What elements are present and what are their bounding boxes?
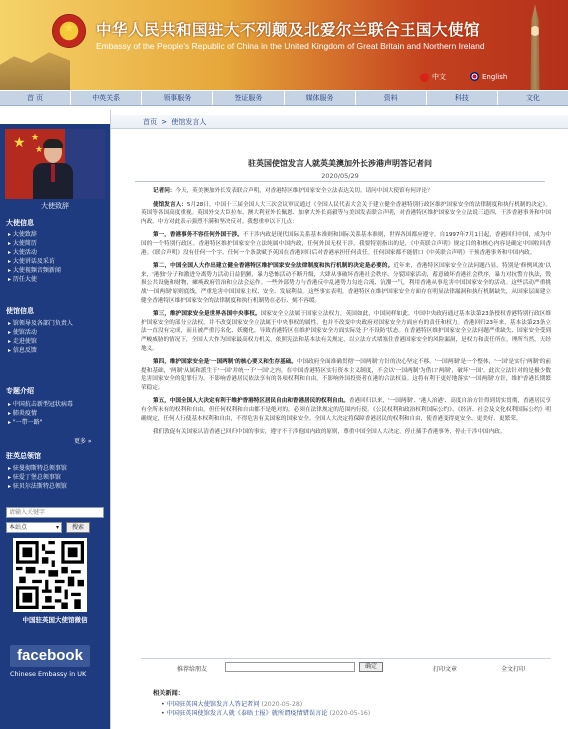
sidebar-item-covid-cont[interactable]: ▸ 肺炎疫情 <box>8 409 73 418</box>
article-paragraph <box>141 187 551 196</box>
nav-item-culture[interactable]: 文化 <box>525 94 540 102</box>
related-news-link[interactable]: 中国驻英国使馆发言人就《泰晤士报》就所谓疫情错误言论 <box>166 710 328 717</box>
paragraph-text: 近年来，香港特区国家安全立法问题凸显，特别是'修例风波'以来，'港独'分子和激进分离势力活动日益猖獗，暴力恐怖活动不断升级，大肆从事破坏香港社会秩序、分裂国家活动，蓄意破坏香港社会秩序，暴力对抗警方执法，毁损公共设施和财物，瘫痪政府管治和立法会运作。一些外部势力与香港反中乱港势力勾连合流、沆瀣一气，利用香港从事危害中国国家安全的活动。这些活动严重挑战'一国两制'原则底线，严重危害中国国家主权、安全、发展利益。这些事实表明，香港特区在维护国家安全方面存在明显法律漏洞和执行机制缺失，从国家层面建立健全香港特区维护国家安全的法律制度和执行机制势在必行、刻不容缓。 <box>141 263 551 304</box>
search-input[interactable] <box>6 507 104 518</box>
paragraph-text: 5月28日，中国十三届全国人大三次会议审议通过《全国人民代表大会关于建立健全香港特别行政区维护国家安全的法律制度和执行机制的决定》。英国等各国高度重视。英国外交大臣拉布、澳大利亚外长佩恩、加拿大外长商毅等与美国发表联合声明，对香港特区维护国家安全立法说三道四，干涉香港事务和中国内政。中方对此表示强烈不满和坚决反对。我想重申以下几点： <box>141 201 551 225</box>
site-title-cn: 中华人民共和国驻大不列颠及北爱尔兰联合王国大使馆 <box>96 20 481 39</box>
paragraph-text: 香港回归以来，'一国两制'、'港人治港'、高度自治方针得到切实贯彻，香港居民享有全所未有的权利和自由。但任何权利和自由都不是绝对的，必须在法律规定的范围内行使。《公民权利和政治权利国际公约》、《经济、社会及文化权利国际公约》明确规定，任何人行使基本权利和自由，不得危害有关国家的国家安全。全国人大决定将保障香港居民的权利和自由，使香港变得更安全、更美好、更繁荣。 <box>141 398 551 422</box>
main-content <box>110 110 568 729</box>
site-header <box>0 0 568 90</box>
related-news-link[interactable]: 中国驻英国大使馆发言人答记者问 <box>166 701 260 708</box>
related-news-date: (2020-05-28) <box>261 701 303 708</box>
related-news-item[interactable] <box>161 700 553 709</box>
breadcrumb <box>111 115 568 129</box>
language-chinese-label: 中文 <box>432 73 446 81</box>
breadcrumb-home[interactable]: 首页 <box>143 118 157 126</box>
paragraph-lead: 第五，中国全国人大决定有利于维护香港特区居民自由和香港居民的权利自由。 <box>153 398 349 405</box>
search-button[interactable]: 搜索 <box>66 522 90 533</box>
nav-item-home[interactable]: 首 页 <box>0 91 71 105</box>
language-chinese-link[interactable] <box>420 72 446 82</box>
ambassador-section-title: 大使信息 <box>6 219 34 227</box>
qr-code-icon <box>16 541 84 609</box>
nav-item-relations[interactable]: 中英关系 <box>71 91 142 105</box>
ambassador-caption[interactable]: 大使致辞 <box>41 202 69 210</box>
search-scope-select[interactable]: 本站点 ▾ <box>6 522 62 533</box>
language-english-label: English <box>482 72 508 81</box>
sidebar-item-embassy-activities[interactable]: ▸ 使馆活动 <box>8 328 73 337</box>
article-paragraph <box>141 262 551 305</box>
ambassador-figure <box>33 139 73 199</box>
flag-star-icon: ★ <box>13 135 26 151</box>
consulates-section-list <box>8 464 67 491</box>
sidebar-item-belt-road[interactable]: ▸ "一带一路" <box>8 418 73 427</box>
topics-more-link[interactable]: 更多 » <box>74 436 92 445</box>
share-confirm-button[interactable]: 确定 <box>359 662 383 672</box>
big-ben-graphic <box>526 4 544 90</box>
article-title: 驻英国使馆发言人就英美澳加外长涉港声明答记者问 <box>248 159 432 168</box>
facebook-link[interactable]: facebook <box>10 645 90 667</box>
share-label: 推荐给朋友 <box>177 666 208 673</box>
sidebar-item-visit-embassy[interactable]: ▸ 走进使馆 <box>8 337 73 346</box>
article-paragraph <box>141 310 551 353</box>
sidebar-item-edinburgh[interactable]: ▸ 驻爱丁堡总领事馆 <box>8 473 67 482</box>
ambassador-photo[interactable] <box>5 129 105 199</box>
sidebar-item-feedback[interactable]: ▸ 信息反馈 <box>8 346 73 355</box>
great-wall-graphic <box>0 48 70 90</box>
paragraph-text: 我们敦促有关国家认清香港已回归中国的事实，遵守不干涉他国内政的原则，尊重中国全国人大决定，停止插手香港事务，停止干涉中国内政。 <box>153 429 506 436</box>
sidebar-item-ambassador-interviews[interactable]: ▸ 大使讲话及采访 <box>8 257 61 266</box>
paragraph-text: 国家安全立法属于国家立法权力，英国如此，中国同样如此。中国中央政府通过基本法第23条授权香港特别行政区维护国家安全的部分立法权，并不改变国家安全立法属于中央事权的属性，也并不改变中央政府对国家安全方面应有的责任和权力。香港回归23年来，基本法第23条立法一直没有完成，而且被严重污名化、妖魔化，导致香港特区在维护国家安全方面实际处于'不设防'状态。在香港特区维护国家安全立法问题严重缺失、国家安全受到严峻威胁的情况下，全国人大作为国家最高权力机关，依照宪法和基本法有关规定，以立法方式堵塞住香港国家安全的风险漏洞，是权力和责任所在，理所当然，天经地义。 <box>141 311 551 352</box>
sidebar-item-belfast[interactable]: ▸ 驻贝尔法斯特总领馆 <box>8 482 67 491</box>
paragraph-lead: 使馆发言人： <box>153 201 187 208</box>
ambassador-section-list <box>8 230 61 284</box>
topics-section-title: 专题介绍 <box>6 387 34 395</box>
facebook-caption: Chinese Embassy in UK <box>10 670 87 678</box>
topics-section-list <box>8 400 73 427</box>
article-paragraph <box>141 201 551 227</box>
paragraph-lead: 第四，维护国家安全是'一国两制'的核心要义和生存基础。 <box>153 359 297 366</box>
paragraph-text: 不干涉内政是现代国际关系基本准则和国际关系基本准则，世界各国都应遵守。自1997年7月1日起，香港回归中国，成为中国的一个特别行政区。香港特区维护国家安全立法纯属中国内政，任何外国无权干涉。我要特别指出的是，《中英联合声明》规定目的和核心内容是确定中国收回香港。《联合声明》没有任何一个字、任何一个条款赋予英国在香港回归后对香港承担任何责任。任何国家都不能借口《中英联合声明》干预香港事务和中国内政。 <box>141 232 551 256</box>
related-news-title: 相关新闻： <box>153 690 184 697</box>
flag-star-icon: ★ <box>35 145 44 155</box>
national-emblem-icon[interactable] <box>52 14 86 48</box>
embassy-section-list <box>8 319 73 355</box>
paragraph-lead: 记者问： <box>153 188 176 194</box>
article-body <box>141 187 551 442</box>
paragraph-lead: 第二，中国全国人大作出建立健全香港特区维护国家安全法律制度和执行机制的决定是必要的。 <box>153 263 394 270</box>
paragraph-lead: 第一，香港事务不容任何外国干涉。 <box>153 232 243 239</box>
left-sidebar <box>0 124 110 729</box>
wechat-qr-caption: 中国驻英国大使馆微信 <box>22 616 88 624</box>
share-toolbar <box>141 658 551 672</box>
paragraph-text: 今天，英美澳加外长发表联合声明，对香港特区维护国家安全立法表达关切。请问中国大使馆有何评论？ <box>175 188 433 194</box>
nav-item-consular[interactable]: 领事服务 <box>142 91 213 105</box>
sidebar-item-former-ambassadors[interactable]: ▸ 历任大使 <box>8 275 61 284</box>
uk-flag-icon <box>470 72 479 81</box>
article-date: 2020/05/29 <box>321 172 359 180</box>
related-news <box>153 688 553 718</box>
nav-item-media[interactable]: 媒体服务 <box>285 91 356 105</box>
nav-item-visa[interactable]: 签证服务 <box>213 91 284 105</box>
consulates-section-title: 驻英总领馆 <box>6 452 41 460</box>
breadcrumb-separator: > <box>161 118 168 126</box>
china-flag-icon <box>420 73 429 82</box>
print-article-link[interactable]: 打印文章 <box>433 666 458 673</box>
sidebar-item-leadership[interactable]: ▸ 馆领导及各部门负责人 <box>8 319 73 328</box>
sidebar-item-ambassador-activities[interactable]: ▸ 大使活动 <box>8 248 61 257</box>
main-nav <box>0 90 568 106</box>
title-divider <box>135 181 545 182</box>
related-news-date: (2020-05-16) <box>329 710 371 717</box>
paragraph-lead: 第三，维护国家安全是世界各国中央事权。 <box>153 311 261 318</box>
share-email-input[interactable] <box>225 662 355 672</box>
site-title-en: Embassy of the People's Republic of China in the United Kingdom of Great Britain and Northern Ireland <box>96 41 485 51</box>
article-paragraph <box>141 428 551 437</box>
paragraph-text: 中国政府全面准确贯彻'一国两制'方针的决心坚定不移。'一国两制'是一个整体，'一国'是实行'两制'的前提和基础，'两制'从属和派生于'一国'并统一于'一国'之内。在中国香港特区实行资本主义制度，不会以'一国两制'为借口'两制'，破坏'一国'。此次立法针对的是极少数危害国家安全的犯罪行为，不影响香港居民依法享有的各项权利和自由，不影响外国投资者在港的合法权益。这将有利于更好地落实'一国两制'方针，维护香港长期繁荣稳定。 <box>141 359 551 391</box>
flag-star-icon: ★ <box>31 133 40 143</box>
nav-item-science[interactable]: 科技 <box>427 91 498 105</box>
article-paragraph <box>141 358 551 392</box>
breadcrumb-current[interactable]: 使馆发言人 <box>171 118 207 126</box>
sidebar-item-manchester[interactable]: ▸ 驻曼彻斯特总领事馆 <box>8 464 67 473</box>
sidebar-item-covid[interactable]: ▸ 中国抗击新型冠状病毒 <box>8 400 73 409</box>
print-full-link[interactable]: 全文打印 <box>501 666 526 673</box>
sidebar-item-ambassador-media[interactable]: ▸ 大使视频音频新闻 <box>8 266 61 275</box>
related-news-item[interactable] <box>161 709 553 718</box>
language-english-link[interactable] <box>470 72 507 81</box>
wechat-qr-code <box>13 538 87 612</box>
article-paragraph <box>141 231 551 257</box>
sidebar-item-ambassador-bio[interactable]: ▸ 大使简历 <box>8 239 61 248</box>
article-paragraph <box>141 397 551 423</box>
sidebar-item-ambassador-speech[interactable]: ▸ 大使致辞 <box>8 230 61 239</box>
related-news-list <box>153 700 553 718</box>
embassy-section-title: 使馆信息 <box>6 307 34 315</box>
nav-item-resources[interactable]: 资料 <box>356 91 427 105</box>
